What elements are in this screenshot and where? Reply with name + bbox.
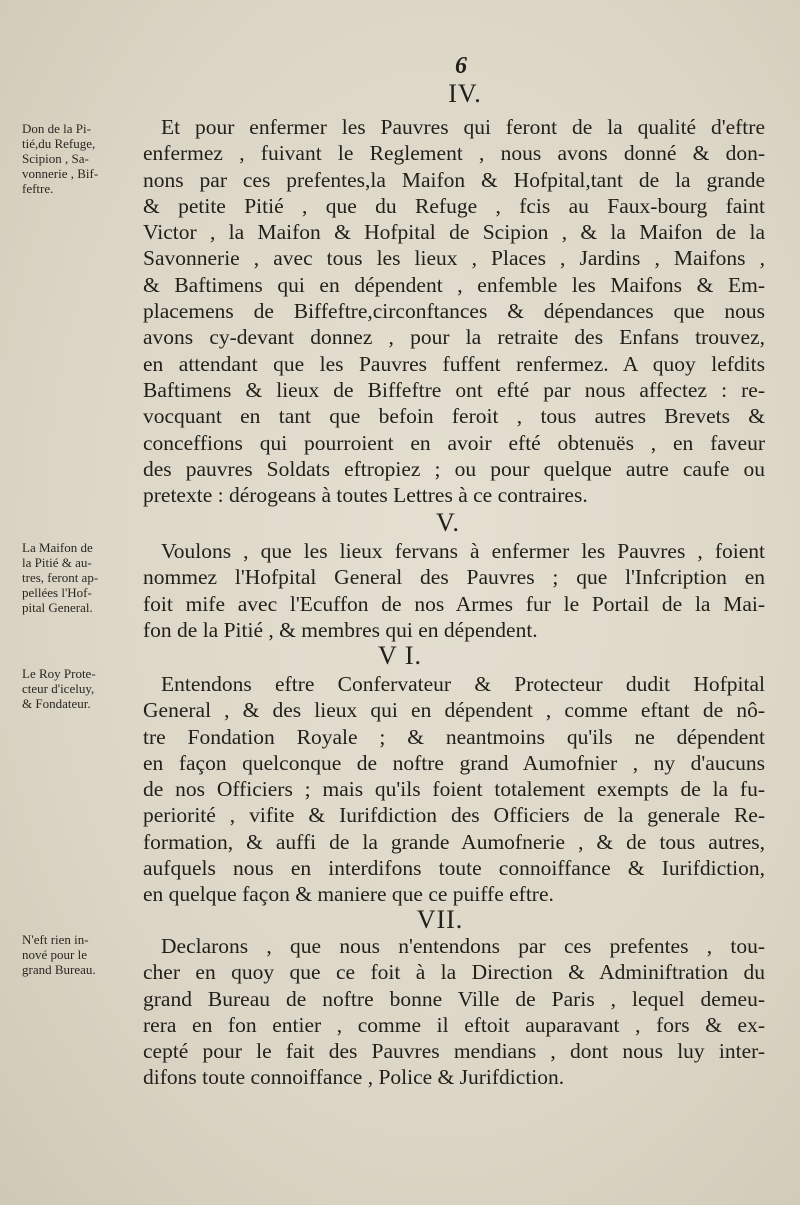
margin-note-line: N'eft rien in-	[22, 932, 89, 947]
margin-note-vi	[22, 666, 142, 711]
text-line: rera en fon entier , comme il eftoit auparavant , fors & ex-	[143, 1012, 765, 1037]
margin-note-line: tres, feront ap-	[22, 570, 99, 585]
text-line: nommez l'Hofpital General des Pauvres ; que l'Infcription en	[143, 565, 765, 590]
margin-note-line: pital General.	[22, 600, 93, 615]
margin-note-line: la Pitié & au-	[22, 555, 92, 570]
margin-note-line: Scipion , Sa-	[22, 151, 89, 166]
text-line: difons toute connoiffance , Police & Jurifdiction.	[143, 1065, 565, 1090]
text-line: conceffions qui pourroient en avoir efté obtenuës , en faveur	[143, 430, 765, 455]
margin-note-line: tié,du Refuge,	[22, 136, 96, 151]
text-line: foit mife avec l'Ecuffon de nos Armes fur le Portail de la Mai-	[143, 591, 765, 616]
text-line: avons cy-devant donnez , pour la retraite des Enfans trouvez,	[143, 325, 765, 350]
text-line: en quelque façon & maniere que ce puiffe eftre.	[143, 882, 554, 907]
section-heading-v: V.	[436, 508, 460, 537]
margin-note-v	[22, 540, 142, 615]
text-line: tre Fondation Royale ; & neantmoins qu'ils ne dépendent	[143, 724, 765, 749]
text-line: fon de la Pitié , & membres qui en dépendent.	[143, 617, 538, 642]
text-line: en attendant que les Pauvres fuffent renfermez. A quoy lefdits	[143, 351, 765, 376]
text-line: & Baftimens qui en dépendent , enfemble les Maifons & Em-	[143, 272, 765, 297]
text-line: Baftimens & lieux de Biffeftre ont efté par nous affectez : re-	[143, 377, 765, 402]
text-line: vocquant en tant que befoin feroit , tous autres Brevets &	[143, 404, 765, 429]
text-line: de nos Officiers ; mais qu'ils foient totalement exempts de la fu-	[143, 777, 765, 802]
text-line: Victor , la Maifon & Hofpital de Scipion , & la Maifon de la	[143, 220, 765, 245]
text-line: General , & des lieux qui en dépendent , comme eftant de nô-	[143, 698, 765, 723]
text-line: Et pour enfermer les Pauvres qui feront de la qualité d'eftre	[161, 115, 765, 139]
text-line: Declarons , que nous n'entendons par ces prefentes , tou-	[161, 934, 765, 958]
text-line: des pauvres Soldats eftropiez ; ou pour quelque autre caufe ou	[143, 456, 765, 481]
section-heading-vi: V I.	[378, 641, 422, 670]
margin-note-line: grand Bureau.	[22, 962, 96, 977]
text-line: pretexte : dérogeans à toutes Lettres à ce contraires.	[143, 483, 588, 508]
text-line: Entendons eftre Confervateur & Protecteur dudit Hofpital	[161, 672, 765, 696]
section-heading-iv: IV.	[448, 79, 482, 108]
page-number: 6	[455, 53, 467, 79]
section-body-vi	[143, 671, 765, 908]
text-line: periorité , vifite & Iurifdiction des Officiers de la generale Re-	[143, 803, 765, 828]
margin-note-iv	[22, 121, 142, 196]
margin-note-line: cteur d'iceluy,	[22, 681, 95, 696]
text-line: & petite Pitié , que du Refuge , fcis au Faux-bourg faint	[143, 193, 765, 218]
margin-note-line: nové pour le	[22, 947, 87, 962]
section-heading-vii: VII.	[416, 905, 464, 934]
section-body-vii	[143, 933, 765, 1091]
margin-note-line: Le Roy Prote-	[22, 666, 96, 681]
margin-note-line: Don de la Pi-	[22, 121, 91, 136]
text-line: en façon quelconque de noftre grand Aumofnier , ny d'aucuns	[143, 750, 765, 775]
margin-note-line: feftre.	[22, 181, 54, 196]
margin-note-line: pellées l'Hof-	[22, 585, 92, 600]
section-body-v	[143, 538, 765, 643]
text-line: aufquels nous en interdifons toute connoiffance & Iurifdiction,	[143, 856, 765, 881]
margin-note-line: & Fondateur.	[22, 696, 91, 711]
margin-note-line: La Maifon de	[22, 540, 93, 555]
text-line: Voulons , que les lieux fervans à enfermer les Pauvres , foient	[161, 539, 765, 563]
text-line: grand Bureau de noftre bonne Ville de Paris , lequel demeu-	[143, 986, 765, 1011]
text-line: enfermez , fuivant le Reglement , nous avons donné & don-	[143, 141, 765, 166]
text-line: nons par ces prefentes,la Maifon & Hofpital,tant de la grande	[143, 167, 765, 192]
text-line: cher en quoy que ce foit à la Direction & Adminiftration du	[143, 960, 765, 985]
text-line: formation, & auffi de la grande Aumofnerie , & de tous autres,	[143, 829, 765, 854]
margin-note-line: vonnerie , Bif-	[22, 166, 99, 181]
text-line: placemens de Biffeftre,circonftances & dépendances que nous	[143, 299, 765, 324]
text-line: Savonnerie , avec tous les lieux , Places , Jardins , Maifons ,	[143, 246, 765, 271]
margin-note-vii	[22, 932, 142, 977]
text-line: cepté pour le fait des Pauvres mendians , dont nous luy inter-	[143, 1039, 765, 1064]
section-body-iv	[143, 114, 765, 508]
